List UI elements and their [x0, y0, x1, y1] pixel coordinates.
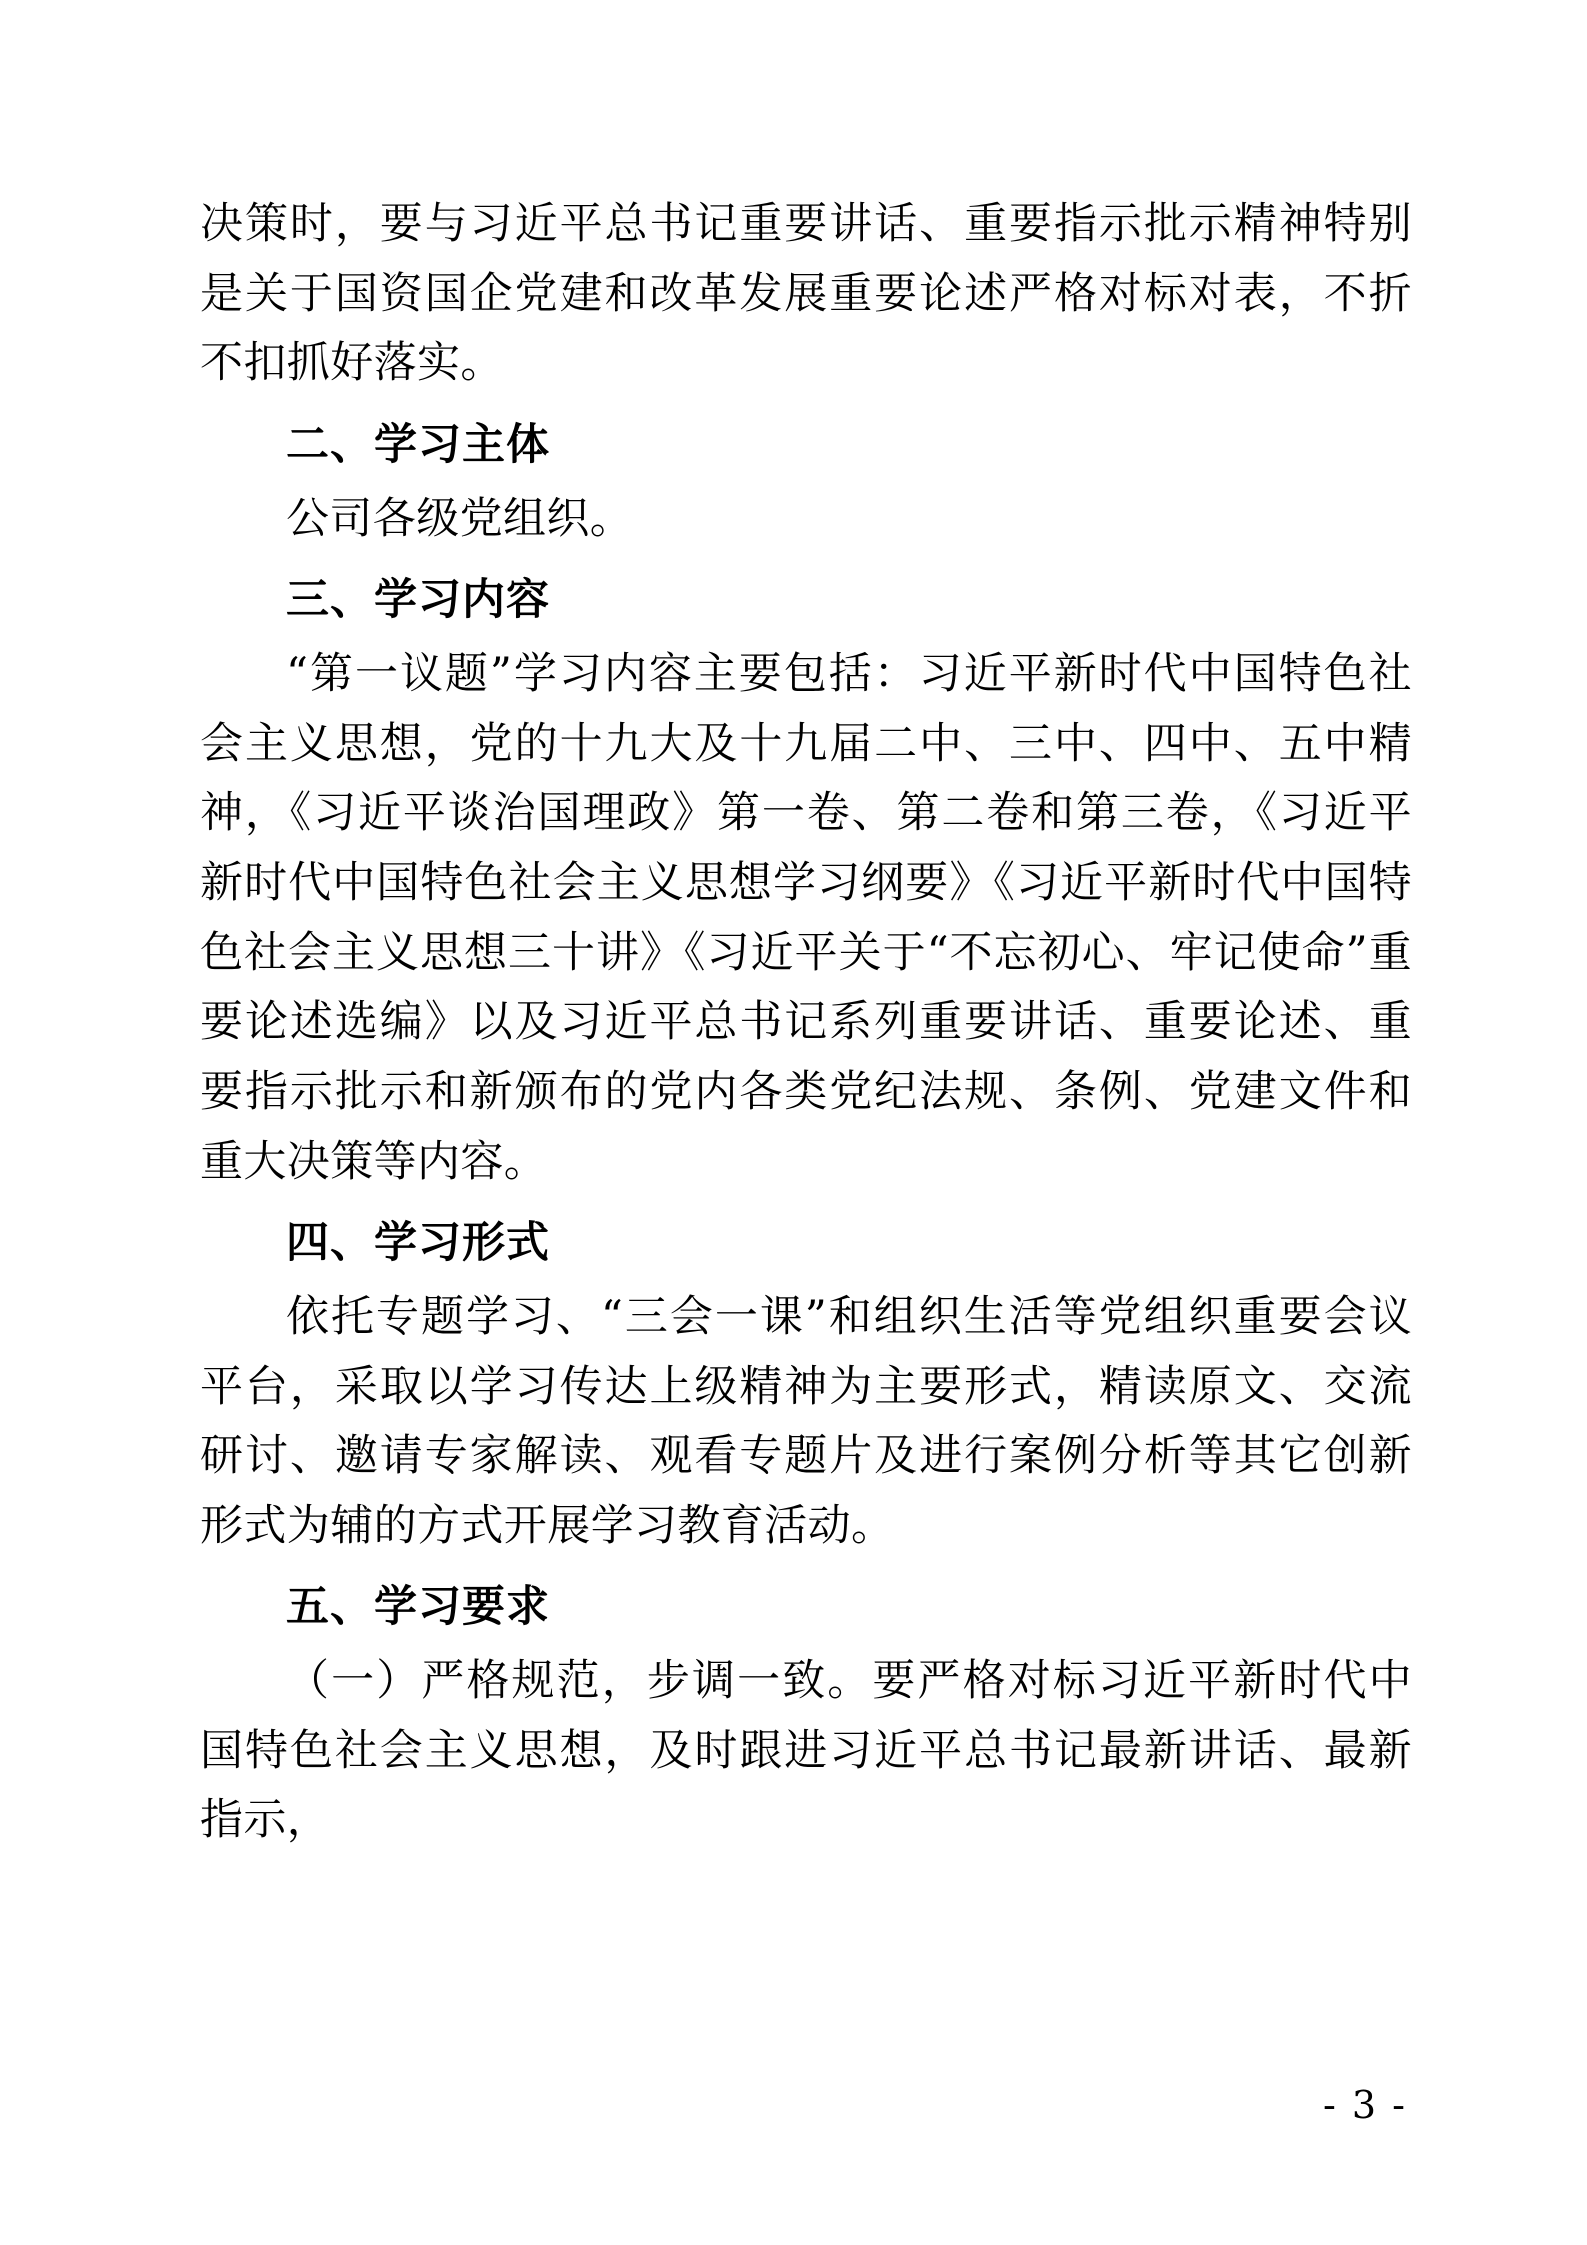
heading-section-two: 二、学习主体 — [286, 419, 550, 470]
heading-section-three: 三、学习内容 — [286, 575, 550, 626]
heading-section-four: 四、学习形式 — [286, 1218, 550, 1269]
paragraph-study-form: 依托专题学习、“三会一课”和组织生活等党组织重要会议平台，采取以学习传达上级精神为主要形式，精读原文、交流研讨、邀请专家解读、观看专题片及进行案例分析等其它创新形式为辅的方式开展学习教育活动。 — [200, 1291, 1412, 1551]
document-body — [200, 190, 1412, 1856]
paragraph-study-subject: 公司各级党组织。 — [286, 493, 634, 544]
paragraph-continuation: 决策时，要与习近平总书记重要讲话、重要指示批示精神特别是关于国资国企党建和改革发展重要论述严格对标对表，不折不扣抓好落实。 — [200, 199, 1412, 389]
heading-section-five: 五、学习要求 — [286, 1582, 550, 1633]
paragraph-requirement-one: （一）严格规范，步调一致。要严格对标习近平新时代中国特色社会主义思想，及时跟进习近平总书记最新讲话、最新指示， — [200, 1656, 1412, 1846]
page-number: - 3 - — [1322, 2083, 1407, 2127]
paragraph-study-content: “第一议题”学习内容主要包括：习近平新时代中国特色社会主义思想，党的十九大及十九届二中、三中、四中、五中精神，《习近平谈治国理政》第一卷、第二卷和第三卷，《习近平新时代中国特色社会主义思想学习纲要》《习近平新时代中国特色社会主义思想三十讲》《习近平关于“不忘初心、牢记使命”重要论述选编》以及习近平总书记系列重要讲话、重要论述、重要指示批示和新颁布的党内各类党纪法规、条例、党建文件和重大决策等内容。 — [200, 648, 1412, 1187]
